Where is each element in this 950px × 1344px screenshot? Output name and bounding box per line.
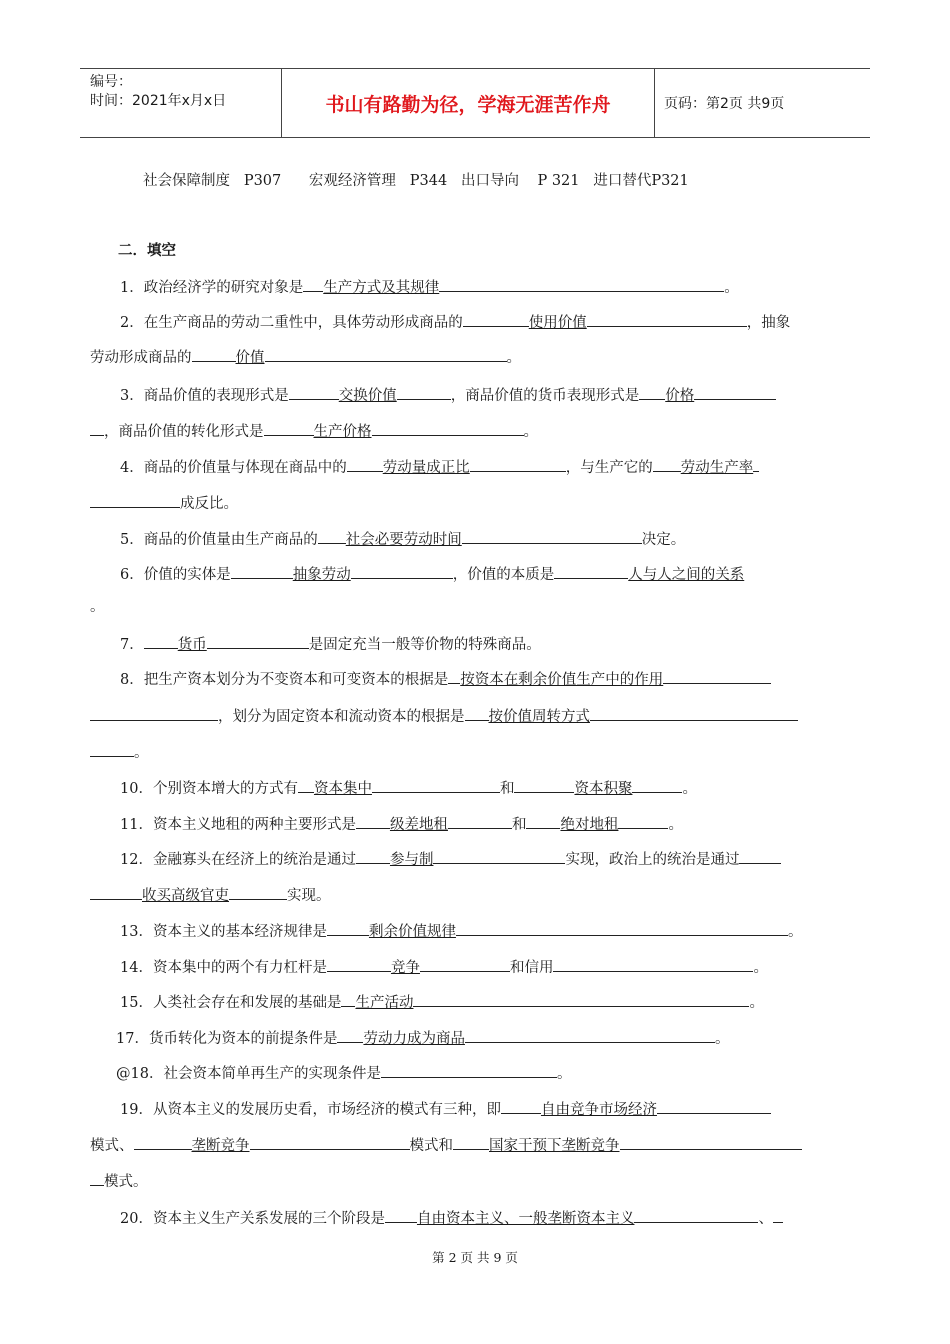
number-label: 编号： [90, 74, 132, 90]
question-7: 7． 货币 是固定充当一般等价物的特殊商品。 [90, 632, 890, 655]
question-8: 8．把生产资本划分为不变资本和可变资本的根据是 按资本在剩余价值生产中的作用 [90, 667, 890, 690]
page-label: 页码：第2页 共9页 [664, 96, 785, 112]
answer: 社会必要劳动时间 [345, 532, 462, 548]
answer: 劳动力成为商品 [363, 1031, 465, 1047]
answer: 劳动生产率 [680, 460, 754, 476]
answer: 资本集中 [313, 781, 372, 797]
section-title: 二．填空 [118, 243, 176, 259]
question-13: 13．资本主义的基本经济规律是 剩余价值规律 。 [90, 919, 890, 942]
answer: 生产价格 [313, 424, 372, 440]
answer: 国家干预下垄断竞争 [489, 1138, 620, 1154]
answer: 抽象劳动 [292, 567, 351, 583]
term: 宏观经济管理 [308, 173, 396, 189]
answer: 自由资本主义、一般垄断资本主义 [416, 1211, 635, 1227]
question-12: 12．金融寡头在经济上的统治是通过 参与制 实现，政治上的统治是通过 [90, 847, 890, 870]
answer: 使用价值 [528, 315, 587, 331]
question-5: 5．商品的价值量由生产商品的 社会必要劳动时间 决定。 [90, 527, 890, 550]
answer: 资本积聚 [574, 781, 633, 797]
question-4-cont: 成反比。 [90, 491, 860, 514]
question-15: 15．人类社会存在和发展的基础是 生产活动 。 [90, 990, 890, 1013]
answer: 剩余价值规律 [368, 924, 456, 940]
answer: 收买高级官吏 [142, 888, 229, 904]
answer: 劳动量成正比 [382, 460, 470, 476]
question-10: 10．个别资本增大的方式有 资本集中 和 资本积聚 。 [90, 776, 890, 799]
term: 进口替代P321 [593, 173, 689, 189]
answer: 按资本在剩余价值生产中的作用 [460, 672, 664, 688]
question-19-cont: 模式、 垄断竞争 模式和 国家干预下垄断竞争 [90, 1133, 860, 1156]
answer: 绝对地租 [560, 817, 619, 833]
time-label: 时间：2021年x月x日 [90, 93, 227, 109]
question-14: 14．资本集中的两个有力杠杆是 竞争 和信用 。 [90, 955, 890, 978]
answer: 价值 [235, 350, 265, 366]
answer: 价格 [665, 388, 695, 404]
question-1: 1．政治经济学的研究对象是 生产方式及其规律 。 [90, 275, 890, 298]
page-header [80, 68, 870, 138]
term-page: P 321 [537, 173, 580, 189]
answer: 竞争 [390, 960, 420, 976]
question-12-cont: 收买高级官吏 实现。 [90, 883, 860, 906]
question-19: 19．从资本主义的发展历史看，市场经济的模式有三种，即 自由竞争市场经济 [90, 1097, 890, 1120]
question-4: 4．商品的价值量与体现在商品中的 劳动量成正比 ，与生产它的 劳动生产率 [90, 455, 890, 478]
answer: 货币 [177, 637, 207, 653]
question-20: 20．资本主义生产关系发展的三个阶段是 自由资本主义、一般垄断资本主义 、 [90, 1206, 890, 1229]
answer: 按价值周转方式 [488, 709, 590, 725]
term-page: P307 [243, 173, 282, 189]
answer: 垄断竞争 [191, 1138, 250, 1154]
question-19-end: 模式。 [90, 1169, 860, 1192]
question-8-cont: ，划分为固定资本和流动资本的根据是 按价值周转方式 [90, 704, 860, 727]
answer: 生产方式及其规律 [323, 280, 440, 296]
answer: 人与人之间的关系 [628, 567, 745, 583]
answer: 交换价值 [338, 388, 397, 404]
motto: 书山有路勤为径，学海无涯苦作舟 [282, 69, 655, 137]
question-18: @18．社会资本简单再生产的实现条件是 。 [116, 1061, 886, 1084]
term: 出口导向 [461, 173, 520, 189]
question-17: 17．货币转化为资本的前提条件是 劳动力成为商品 。 [116, 1026, 886, 1049]
question-2-cont: 劳动形成商品的 价值 。 [90, 345, 860, 368]
terms-line [143, 171, 913, 191]
question-6-cont: 。 [90, 599, 105, 615]
term: 社会保障制度 [143, 173, 230, 189]
answer: 生产活动 [355, 995, 414, 1011]
question-11: 11．资本主义地租的两种主要形式是 级差地租 和 绝对地租 。 [90, 812, 890, 835]
page-footer: 第 2 页 共 9 页 [432, 1250, 518, 1265]
header-meta-cell [80, 69, 282, 137]
question-2: 2．在生产商品的劳动二重性中，具体劳动形成商品的 使用价值 ，抽象 [90, 310, 890, 333]
answer: 自由竞争市场经济 [540, 1102, 657, 1118]
question-6: 6．价值的实体是 抽象劳动 ，价值的本质是 人与人之间的关系 [90, 562, 890, 585]
question-8-end: 。 [90, 740, 860, 763]
question-3: 3．商品价值的表现形式是 交换价值 ，商品价值的货币表现形式是 价格 [90, 383, 890, 406]
answer: 级差地租 [389, 817, 448, 833]
term-page: P344 [409, 173, 448, 189]
answer: 参与制 [389, 852, 434, 868]
question-3-cont: ，商品价值的转化形式是 生产价格 。 [90, 419, 860, 442]
